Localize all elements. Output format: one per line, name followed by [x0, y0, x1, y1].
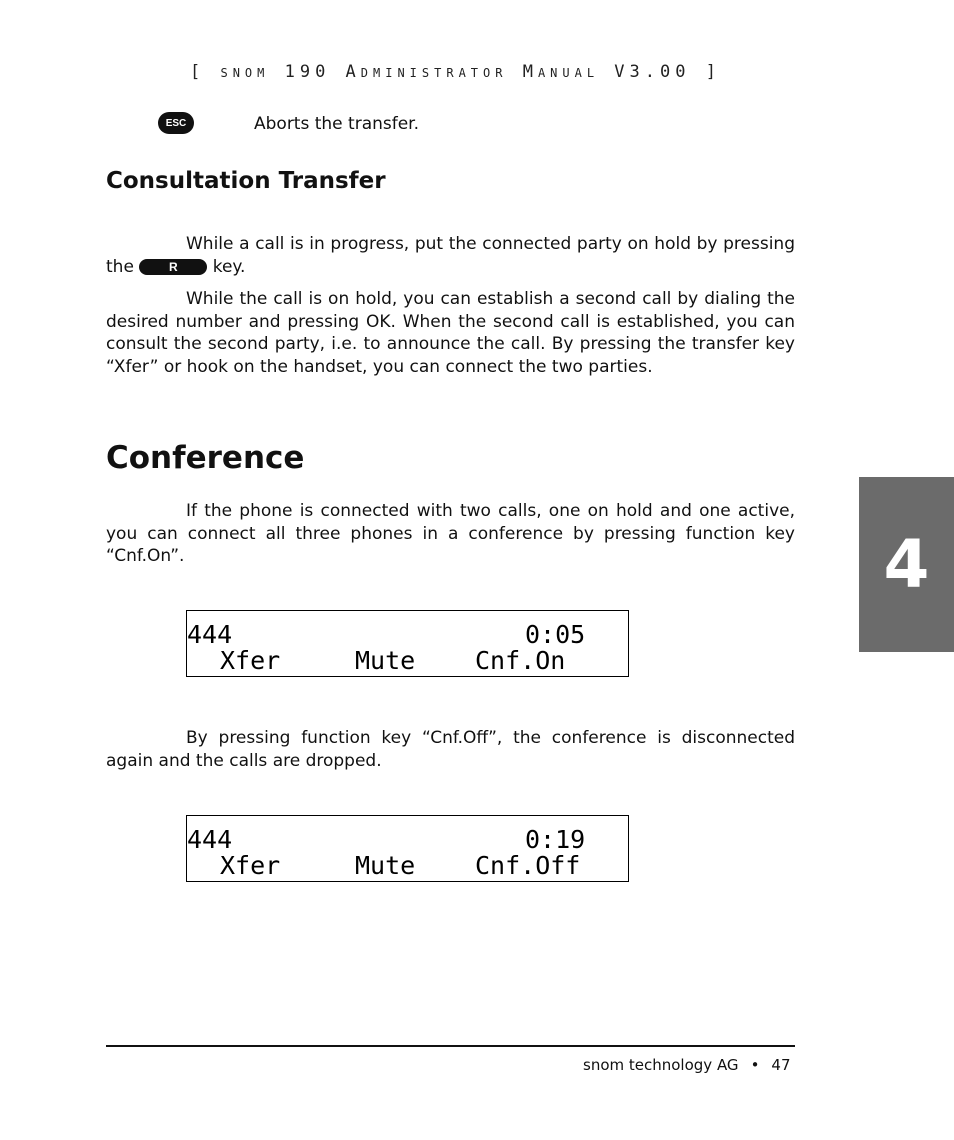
consultation-p1-end: key. [207, 256, 246, 277]
conference-paragraph-2: By pressing function key “Cnf.Off”, the conference is disconnected again and the calls are dropped. [106, 728, 795, 771]
chapter-tab: 4 [859, 477, 954, 652]
consultation-transfer-heading: Consultation Transfer [106, 168, 386, 194]
lcd-softkey-mute: Mute [355, 851, 416, 880]
footer-separator: • [750, 1056, 760, 1074]
lcd-extension: 444 [187, 825, 233, 854]
lcd-softkey-cnf-off: Cnf.Off [475, 851, 581, 880]
lcd-softkey-cnf-on: Cnf.On [475, 646, 566, 675]
lcd-softkey-xfer: Xfer [220, 851, 281, 880]
conference-heading: Conference [106, 440, 305, 476]
lcd-call-time: 0:19 [525, 825, 586, 854]
footer-divider [106, 1045, 795, 1047]
running-header: [ snom 190 Administrator Manual V3.00 ] [190, 62, 721, 82]
conference-paragraph-1: If the phone is connected with two calls, one on hold and one active, you can connect all three phones in a conference by pressing function key “Cnf.On”. [106, 501, 795, 566]
consultation-p1-text: While a call is in progress, put the connected party on hold by pressing the [106, 234, 795, 277]
footer-page-number: 47 [771, 1056, 791, 1074]
lcd-extension: 444 [187, 620, 233, 649]
lcd-softkey-mute: Mute [355, 646, 416, 675]
lcd-softkey-xfer: Xfer [220, 646, 281, 675]
consultation-paragraph-1 [106, 233, 795, 278]
lcd-display-cnf-off [186, 815, 629, 882]
esc-key-icon: ESC [158, 112, 194, 134]
lcd-call-time: 0:05 [525, 620, 586, 649]
r-key-icon: R [139, 259, 207, 275]
page-footer [583, 1056, 791, 1074]
lcd-display-cnf-on [186, 610, 629, 677]
footer-company: snom technology AG [583, 1056, 739, 1074]
esc-description: Aborts the transfer. [254, 114, 420, 134]
consultation-paragraph-2: While the call is on hold, you can establish a second call by dialing the desired number and pressing OK. When the second call is established, you can consult the second party, i.e. to announce the call. By pressing the transfer key “Xfer” or hook on the handset, you can connect the two parties. [106, 289, 795, 377]
